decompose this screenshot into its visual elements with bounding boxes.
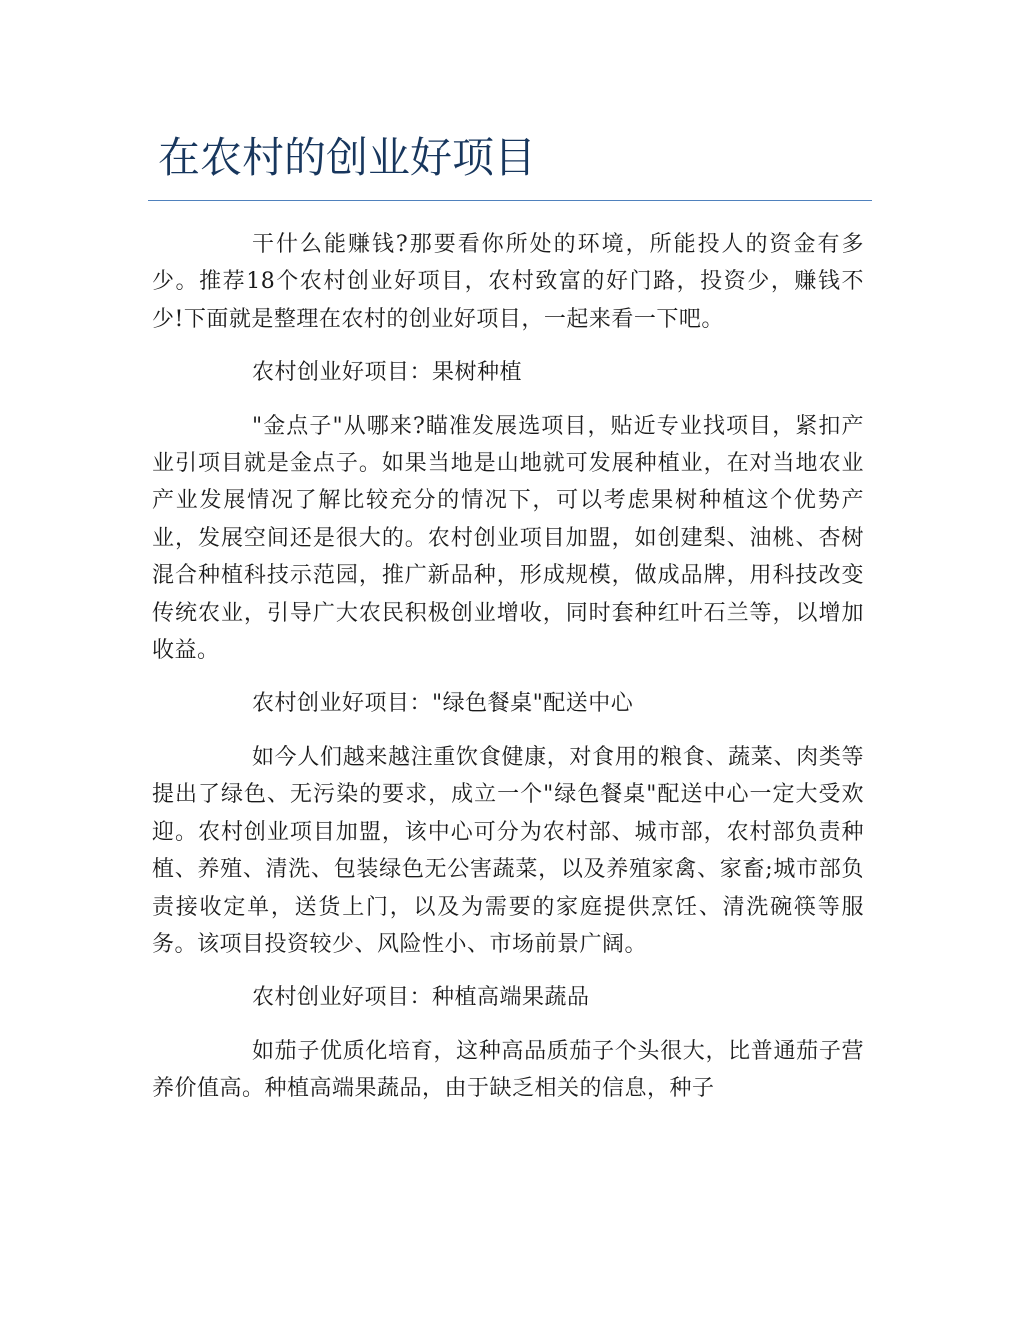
document-body — [152, 226, 864, 1124]
intro-paragraph: 干什么能赚钱?那要看你所处的环境，所能投人的资金有多少。推荐18个农村创业好项目，农村致富的好门路，投资少，赚钱不少!下面就是整理在农村的创业好项目，一起来看一下吧。 — [152, 232, 864, 332]
green-table-paragraph: 如今人们越来越注重饮食健康，对食用的粮食、蔬菜、肉类等提出了绿色、无污染的要求，成立一个"绿色餐桌"配送中心一定大受欢迎。农村创业项目加盟，该中心可分为农村部、城市部，农村部负责种植、养殖、清洗、包装绿色无公害蔬菜，以及养殖家禽、家畜;城市部负责接收定单，送货上门，以及为需要的家庭提供烹饪、清洗碗筷等服务。该项目投资较少、风险性小、市场前景广阔。 — [152, 744, 864, 957]
title-underline — [148, 200, 872, 201]
fruit-trees-paragraph: "金点子"从哪来?瞄准发展选项目，贴近专业找项目，紧扣产业引项目就是金点子。如果当地是山地就可发展种植业，在对当地农业产业发展情况了解比较充分的情况下，可以考虑果树种植这个优势产业，发展空间还是很大的。农村创业项目加盟，如创建梨、油桃、杏树混合种植科技示范园，推广新品种，形成规模，做成品牌，用科技改变传统农业，引导广大农民积极创业增收，同时套种红叶石兰等，以增加收益。 — [152, 413, 864, 664]
section-heading-fruit-trees: 农村创业好项目：果树种植 — [252, 360, 523, 386]
document-title: 在农村的创业好项目 — [158, 133, 537, 182]
premium-produce-paragraph: 如茄子优质化培育，这种高品质茄子个头很大，比普通茄子营养价值高。种植高端果蔬品，由于缺乏相关的信息，种子 — [152, 1038, 864, 1102]
section-heading-premium-produce: 农村创业好项目：种植高端果蔬品 — [252, 985, 590, 1011]
section-heading-green-table: 农村创业好项目："绿色餐桌"配送中心 — [252, 691, 634, 717]
